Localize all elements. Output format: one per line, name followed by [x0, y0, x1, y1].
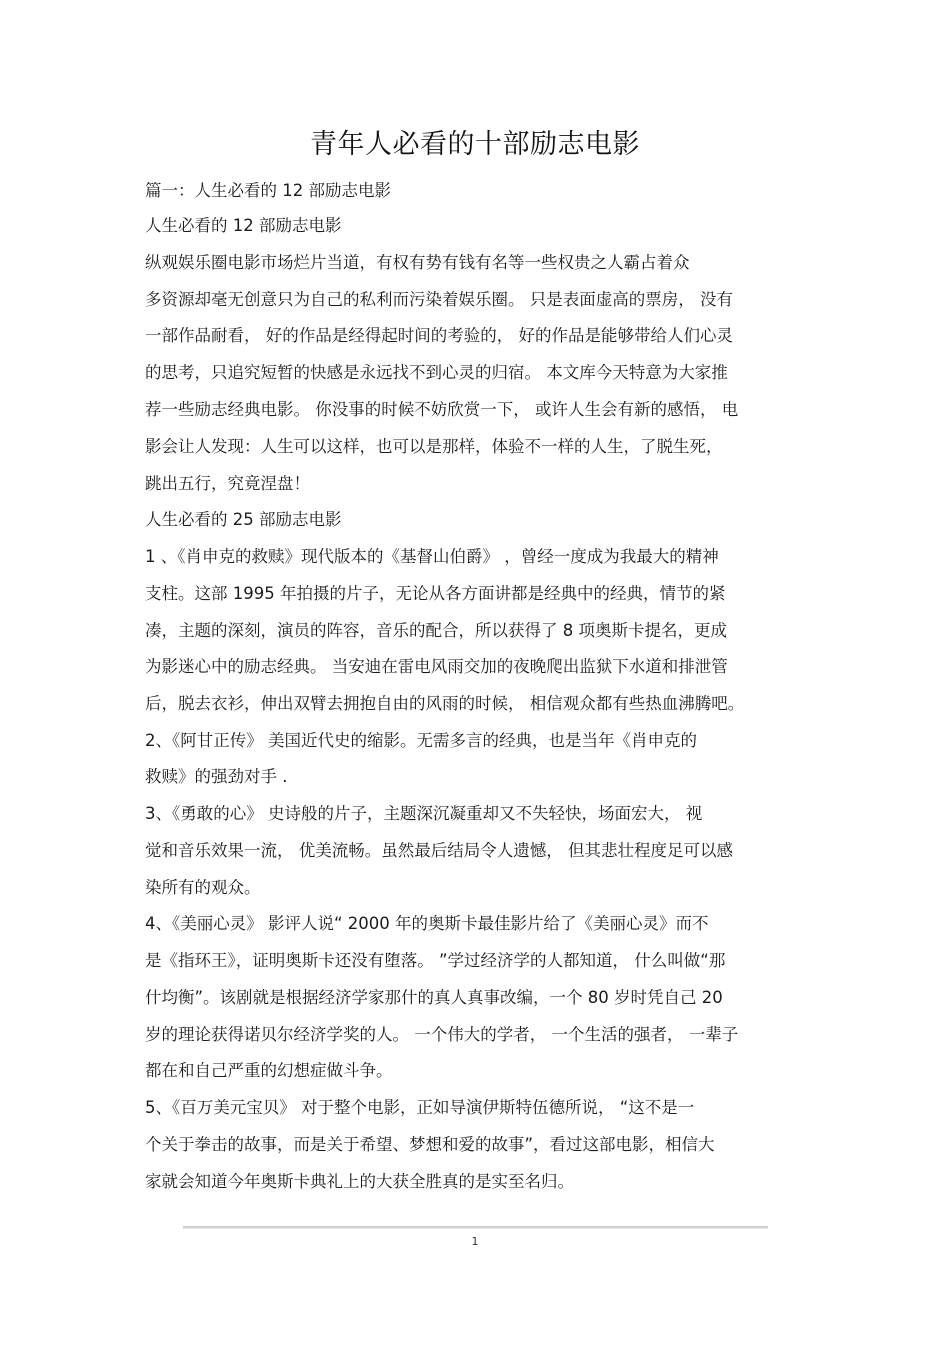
text-line: 个关于拳击的故事，而是关于希望、梦想和爱的故事”，看过这部电影，相信大 [145, 1135, 715, 1154]
text-line: 都在和自己严重的幻想症做斗争。 [145, 1061, 393, 1080]
text-line: 1 、《肖申克的救赎》现代版本的《基督山伯爵》 ，曾经一度成为我最大的精神 [145, 547, 719, 566]
text-line: 一部作品耐看， 好的作品是经得起时间的考验的， 好的作品是能够带给人们心灵 [145, 326, 733, 345]
text-line: 跳出五行，究竟涅盘！ [145, 474, 310, 493]
text-line: 人生必看的 25 部励志电影 [145, 510, 342, 529]
text-line: 染所有的观众。 [145, 878, 261, 897]
text-line: 支柱。这部 1995 年拍摄的片子，无论从各方面讲都是经典中的经典，情节的紧 [145, 584, 726, 603]
text-line: 救赎》的强劲对手 . [145, 767, 288, 786]
text-line: 3、《勇敢的心》 史诗般的片子，主题深沉凝重却又不失轻快，场面宏大， 视 [145, 804, 703, 823]
text-line: 后，脱去衣衫，伸出双臂去拥抱自由的风雨的时候， 相信观众都有些热血沸腾吧。 [145, 694, 745, 713]
text-line: 凑，主题的深刻，演员的阵容，音乐的配合，所以获得了 8 项奥斯卡提名，更成 [145, 621, 727, 640]
text-line: 4、《美丽心灵》 影评人说“ 2000 年的奥斯卡最佳影片给了《美丽心灵》而不 [145, 914, 709, 933]
text-line: 为影迷心中的励志经典。 当安迪在雷电风雨交加的夜晚爬出监狱下水道和排泄管 [145, 657, 728, 676]
text-line: 2、《阿甘正传》 美国近代史的缩影。无需多言的经典，也是当年《肖申克的 [145, 731, 697, 750]
text-line: 的思考，只追究短暂的快感是永远找不到心灵的归宿。 本文库今天特意为大家推 [145, 363, 728, 382]
text-line: 家就会知道今年奥斯卡典礼上的大获全胜真的是实至名归。 [145, 1172, 574, 1191]
page-number: 1 [471, 1235, 479, 1248]
text-line: 觉和音乐效果一流， 优美流畅。虽然最后结局令人遗憾， 但其悲壮程度足可以感 [145, 841, 733, 860]
text-line: 荐一些励志经典电影。 你没事的时候不妨欣赏一下， 或许人生会有新的感悟， 电 [145, 400, 739, 419]
document-title: 青年人必看的十部励志电影 [310, 129, 640, 160]
text-line: 是《指环王》，证明奥斯卡还没有堕落。 ”学过经济学的人都知道， 什么叫做“那 [145, 951, 726, 970]
text-line: 影会让人发现：人生可以这样，也可以是那样，体验不一样的人生，了脱生死， [145, 437, 723, 456]
text-line: 人生必看的 12 部励志电影 [145, 216, 342, 235]
text-line: 什均衡”。该剧就是根据经济学家那什的真人真事改编，一个 80 岁时凭自己 20 [145, 988, 723, 1007]
text-line: 篇一：人生必看的 12 部励志电影 [145, 181, 391, 200]
text-line: 多资源却毫无创意只为自己的私利而污染着娱乐圈。 只是表面虚高的票房， 没有 [145, 290, 733, 309]
footer-divider [183, 1226, 768, 1229]
text-line: 5、《百万美元宝贝》 对于整个电影，正如导演伊斯特伍德所说， “这不是一 [145, 1098, 695, 1117]
text-line: 岁的理论获得诺贝尔经济学奖的人。 一个伟大的学者， 一个生活的强者， 一辈子 [145, 1025, 739, 1044]
text-line: 纵观娱乐圈电影市场烂片当道，有权有势有钱有名等一些权贵之人霸占着众 [145, 253, 690, 272]
